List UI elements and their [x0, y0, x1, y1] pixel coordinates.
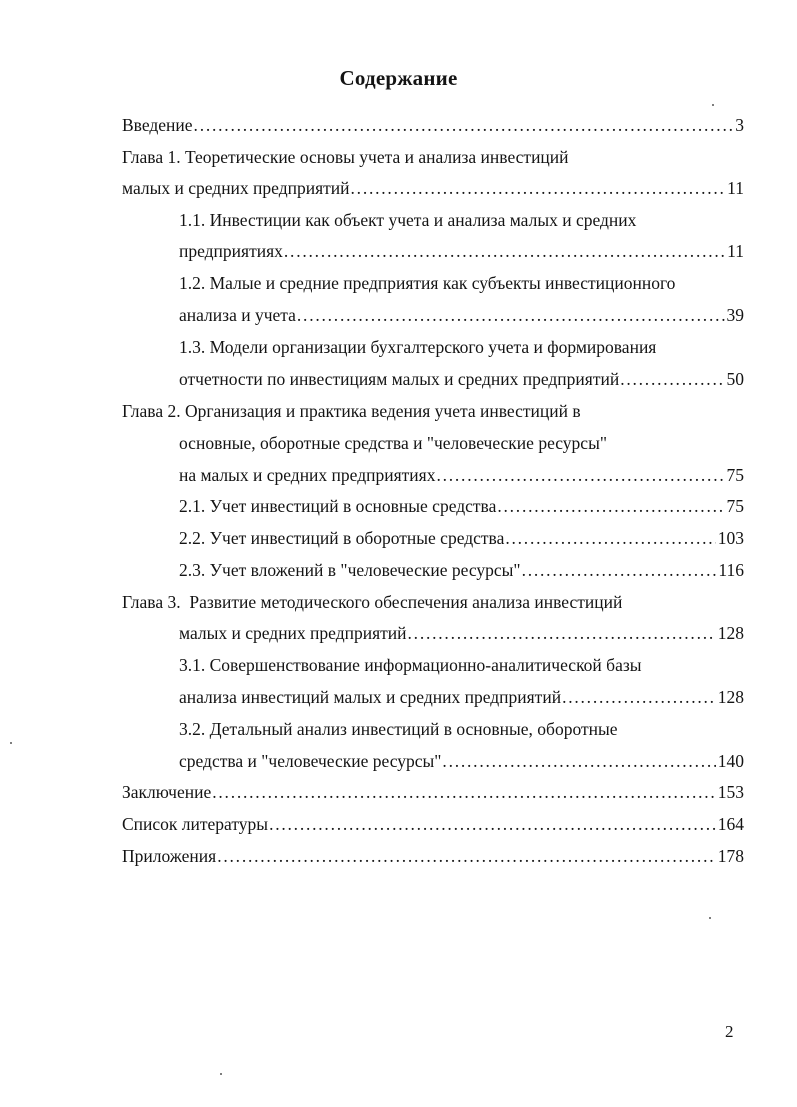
- dot-leader: [562, 685, 716, 709]
- toc-entry-page: 75: [726, 465, 744, 485]
- toc-entry-text: 1.2. Малые и средние предприятия как субъекты инвестиционного: [179, 273, 676, 293]
- toc-entry-section-1-1: [179, 239, 744, 263]
- toc-entry-section-3-2-heading: [179, 717, 744, 741]
- dot-leader: [408, 621, 716, 645]
- toc-entry-text: отчетности по инвестициям малых и средних предприятий: [179, 369, 620, 389]
- toc-entry-appendices: [122, 844, 744, 868]
- toc-entry-text: 3.2. Детальный анализ инвестиций в основные, оборотные: [179, 719, 618, 739]
- toc-entry-page: 153: [717, 782, 744, 802]
- toc-entry-text: 1.1. Инвестиции как объект учета и анализа малых и средних: [179, 210, 637, 230]
- toc-entry-page: 128: [717, 687, 744, 707]
- toc-entry-text: на малых и средних предприятиях: [179, 465, 436, 485]
- toc-entry-section-2-1: [179, 494, 744, 518]
- toc-entry-text: Глава 1. Теоретические основы учета и анализа инвестиций: [122, 147, 569, 167]
- toc-entry-text: 3.1. Совершенствование информационно-аналитической базы: [179, 655, 642, 675]
- toc-entry-text: малых и средних предприятий: [179, 623, 407, 643]
- toc-entry-section-1-2-heading: [179, 271, 744, 295]
- toc-entry-introduction: [122, 113, 744, 137]
- toc-entry-text: малых и средних предприятий: [122, 178, 350, 198]
- scan-speck: [709, 917, 711, 919]
- toc-entry-text: Глава 3. Развитие методического обеспечения анализа инвестиций: [122, 592, 623, 612]
- dot-leader: [297, 303, 725, 327]
- toc-entry-page: 128: [717, 623, 744, 643]
- toc-entry-page: 116: [718, 560, 744, 580]
- scan-speck: [220, 1073, 222, 1075]
- toc-entry-page: 178: [717, 846, 744, 866]
- toc-entry-text: Заключение: [122, 782, 212, 802]
- toc-entry-section-1-3: [179, 367, 744, 391]
- toc-entry-page: 75: [726, 496, 744, 516]
- toc-entry-text: Список литературы: [122, 814, 269, 834]
- toc-entry-text: 2.3. Учет вложений в "человеческие ресурсы": [179, 560, 521, 580]
- toc-entry-section-3-1: [179, 685, 744, 709]
- page-title: Содержание: [339, 66, 458, 90]
- toc-entry-section-1-1-heading: [179, 208, 744, 232]
- toc-entry-page: 11: [727, 241, 744, 261]
- toc-entry-text: 2.2. Учет инвестиций в оборотные средства: [179, 528, 505, 548]
- toc-entry-text: анализа и учета: [179, 305, 296, 325]
- dot-leader: [505, 526, 715, 550]
- toc-entry-page: 103: [717, 528, 744, 548]
- toc-entry-text: Приложения: [122, 846, 217, 866]
- toc-entry-chapter-2-heading: [122, 399, 744, 423]
- toc-entry-page: 140: [717, 751, 744, 771]
- dot-leader: [522, 558, 717, 582]
- toc-entry-text: предприятиях: [179, 241, 283, 261]
- toc-entry-chapter-2: [179, 463, 744, 487]
- toc-entry-text: Введение: [122, 115, 193, 135]
- toc-entry-chapter-3-heading: [122, 590, 744, 614]
- toc-entry-section-2-3: [179, 558, 744, 582]
- toc-entry-section-1-3-heading: [179, 335, 744, 359]
- dot-leader: [436, 463, 724, 487]
- toc-entry-page: 39: [726, 305, 744, 325]
- toc-entry-text: 1.3. Модели организации бухгалтерского учета и формирования: [179, 337, 657, 357]
- dot-leader: [194, 113, 734, 137]
- toc-entry-text: средства и "человеческие ресурсы": [179, 751, 442, 771]
- dot-leader: [284, 239, 725, 263]
- toc-entry-section-3-2: [179, 749, 744, 773]
- toc-entry-chapter-2-heading-cont: [179, 431, 744, 455]
- page-number: 2: [725, 1022, 734, 1041]
- dot-leader: [351, 176, 726, 200]
- toc-entry-section-2-2: [179, 526, 744, 550]
- toc-entry-text: 2.1. Учет инвестиций в основные средства: [179, 496, 497, 516]
- dot-leader: [212, 780, 716, 804]
- toc-entry-references: [122, 812, 744, 836]
- toc-entry-text: анализа инвестиций малых и средних предприятий: [179, 687, 562, 707]
- toc-entry-chapter-1: [122, 176, 744, 200]
- dot-leader: [442, 749, 715, 773]
- dot-leader: [217, 844, 716, 868]
- toc-entry-text: Глава 2. Организация и практика ведения учета инвестиций в: [122, 401, 581, 421]
- toc-entry-text: основные, оборотные средства и "человеческие ресурсы": [179, 433, 607, 453]
- toc-entry-chapter-3: [179, 621, 744, 645]
- toc-entry-page: 164: [717, 814, 744, 834]
- dot-leader: [269, 812, 716, 836]
- toc-entry-page: 50: [726, 369, 744, 389]
- scan-speck: [712, 104, 714, 106]
- dot-leader: [620, 367, 724, 391]
- toc-entry-section-1-2: [179, 303, 744, 327]
- toc-entry-chapter-1-heading: [122, 145, 744, 169]
- toc-entry-page: 3: [735, 115, 744, 135]
- toc-entry-conclusion: [122, 780, 744, 804]
- toc-entry-section-3-1-heading: [179, 653, 744, 677]
- dot-leader: [497, 494, 724, 518]
- scan-speck: [10, 742, 12, 744]
- toc-entry-page: 11: [727, 178, 744, 198]
